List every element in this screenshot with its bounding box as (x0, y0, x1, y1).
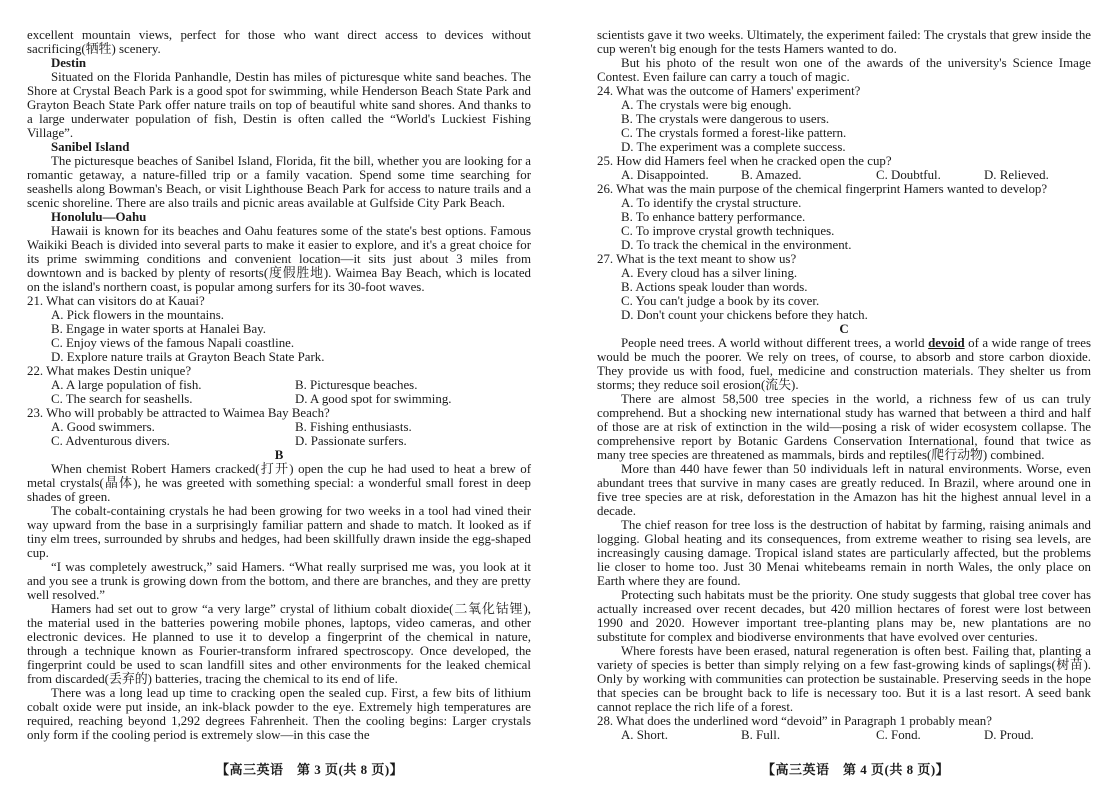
question-stem: 26. What was the main purpose of the chemical fingerprint Hamers wanted to develop? (597, 182, 1048, 196)
answer-option: D. Don't count your chickens before they hatch. (621, 308, 868, 322)
answer-option: A. Good swimmers. (51, 420, 155, 434)
answer-options (27, 420, 531, 448)
answer-option: A. Disappointed. (621, 168, 709, 182)
section-heading: Destin (51, 56, 87, 70)
answer-option: C. To improve crystal growth techniques. (621, 224, 835, 238)
paragraph: There was a long lead up time to cracking open the sealed cup. First, a few bits of lithium cobalt oxide were put inside, an ink-black powder to the eye. Extremely high temperatures are required, reaching beyond 1,292 degrees Fahrenheit. Then the cooling begins: Larger crystals only form if the cooling period is extremely slow—in this case the (27, 686, 531, 742)
answer-option: B. The crystals were dangerous to users. (621, 112, 830, 126)
section-heading: Honolulu—Oahu (51, 210, 147, 224)
paragraph: scientists gave it two weeks. Ultimately, the experiment failed: The crystals that grew inside the cup weren't big enough for the tests Hamers wanted to do. (597, 28, 1091, 56)
question-stem: 21. What can visitors do at Kauai? (27, 294, 205, 308)
answer-options (597, 266, 1091, 322)
section-heading: Sanibel Island (51, 140, 130, 154)
answer-options (597, 98, 1091, 154)
answer-option: D. Explore nature trails at Grayton Beach State Park. (51, 350, 325, 364)
paragraph (597, 336, 1091, 392)
answer-option: D. Proud. (984, 728, 1034, 742)
answer-option: B. Picturesque beaches. (295, 378, 418, 392)
passage-label: B (274, 448, 284, 462)
paragraph: The picturesque beaches of Sanibel Island, Florida, fit the bill, whether you are looking for a romantic getaway, a nature-filled trip or a family vacation. Spend some time searching for seashells along Bowman's Beach, or visit Lighthouse Beach Park for access to nature trails and a scenic shoreline. There are also trails and picnic areas available at Gulfside City Park Beach. (27, 154, 531, 210)
page-4-column (597, 28, 1091, 742)
answer-option: D. A good spot for swimming. (295, 392, 452, 406)
answer-option: C. Doubtful. (876, 168, 941, 182)
answer-option: C. Fond. (876, 728, 921, 742)
answer-option: B. Actions speak louder than words. (621, 280, 808, 294)
paragraph: Protecting such habitats must be the priority. One study suggests that global tree cover has actually increased over recent decades, but 420 million hectares of forest were lost between 1990 and 2020. However important tree-planting plans may be, new plantations are no substitute for complex and biodiverse environments that have evolved over centuries. (597, 588, 1091, 644)
answer-option: D. The experiment was a complete success. (621, 140, 846, 154)
page-footer-3: 【高三英语 第 3 页(共 8 页)】 (216, 762, 404, 777)
answer-option: A. Short. (621, 728, 668, 742)
answer-options (27, 378, 531, 406)
answer-option: B. To enhance battery performance. (621, 210, 806, 224)
answer-option: C. You can't judge a book by its cover. (621, 294, 820, 308)
answer-option: A. A large population of fish. (51, 378, 202, 392)
paragraph: More than 440 have fewer than 50 individuals left in natural environments. Worse, even abundant trees that survive in many cases are greatly reduced. In Brazil, where around one in five tree species are at risk, deforestation in the Amazon has hit the highest annual level in a decade. (597, 462, 1091, 518)
answer-options (597, 728, 1091, 742)
paragraph: But his photo of the result won one of the awards of the university's Science Image Contest. Even failure can carry a touch of magic. (597, 56, 1091, 84)
answer-option: D. Passionate surfers. (295, 434, 407, 448)
question-stem: 25. How did Hamers feel when he cracked open the cup? (597, 154, 892, 168)
answer-options (27, 308, 531, 364)
paragraph: Hamers had set out to grow “a very large” crystal of lithium cobalt dioxide(二氧化钴锂), the material used in the batteries powering mobile phones, laptops, video cameras, and other electronic devices. He planned to use it to develop a fingerprint of the chemical in nature, through a technique known as Fourier-transform infrared spectroscopy. Once developed, the fingerprint could be used to scan landfill sites and other environments for the leaked chemical from discarded(丢弃的) batteries, tracing the chemical to its end of life. (27, 602, 531, 686)
question-stem: 22. What makes Destin unique? (27, 364, 192, 378)
question-stem: 27. What is the text meant to show us? (597, 252, 797, 266)
answer-option: C. Adventurous divers. (51, 434, 170, 448)
paragraph: There are almost 58,500 tree species in the world, a richness few of us can truly comprehend. But a shocking new international study has warned that between a third and half of those are at risk of extinction in the wild—posing a risk of wider ecosystem collapse. The comprehensive report by Botanic Gardens Conservation International, found that twice as many tree species are threatened as mammals, birds and reptiles(爬行动物) combined. (597, 392, 1091, 462)
paragraph: The chief reason for tree loss is the destruction of habitat by farming, raising animals and logging. Global heating and its consequences, from extreme weather to rising sea levels, are increasingly causing damage. Tropical island states are particularly affected, but the problems lie closer to home too. Just 30 Menai whitebeams remain in north Wales, the only place on Earth where they are found. (597, 518, 1091, 588)
answer-option: C. The crystals formed a forest-like pattern. (621, 126, 847, 140)
page-3-column (27, 28, 531, 742)
answer-options (597, 196, 1091, 252)
question-stem: 24. What was the outcome of Hamers' experiment? (597, 84, 861, 98)
answer-option: B. Engage in water sports at Hanalei Bay. (51, 322, 267, 336)
answer-option: C. The search for seashells. (51, 392, 193, 406)
answer-option: A. Pick flowers in the mountains. (51, 308, 224, 322)
answer-option: B. Fishing enthusiasts. (295, 420, 412, 434)
paragraph: Where forests have been erased, natural regeneration is often best. Failing that, planting a variety of species is better than simply relying on a few fast-growing kinds of saplings(树苗). Only by working with communities can protection be sustainable. Preserving seeds in the hope that species can be brought back to life is necessary too. But it is a last resort. A seed bank cannot replace the rich life of a forest. (597, 644, 1091, 714)
page-footer-4: 【高三英语 第 4 页(共 8 页)】 (762, 762, 950, 777)
answer-option: A. To identify the crystal structure. (621, 196, 802, 210)
underlined-word: devoid (928, 336, 965, 350)
answer-option: A. Every cloud has a silver lining. (621, 266, 798, 280)
passage-label: C (839, 322, 849, 336)
answer-option: D. To track the chemical in the environment. (621, 238, 852, 252)
answer-option: B. Full. (741, 728, 781, 742)
question-stem: 28. What does the underlined word “devoid” in Paragraph 1 probably mean? (597, 714, 992, 728)
paragraph: The cobalt-containing crystals he had been growing for two weeks in a tool had vined their way upward from the base in a surprisingly familiar pattern and shade to match. It looked as if tiny elm trees, surrounded by shrubs and hedges, had been skillfully drawn inside the egg-shaped cup. (27, 504, 531, 560)
paragraph: When chemist Robert Hamers cracked(打开) open the cup he had used to heat a brew of metal crystals(晶体), he was greeted with something special: a wonderful small forest in deep shades of green. (27, 462, 531, 504)
paragraph-text: of a wide range of trees would be much the poorer. We rely on trees, of course, to absorb and store carbon dioxide. They provide us with food, fuel, medicine and construction materials. They shelter us from storms; they reduce soil erosion(流失). (597, 336, 1091, 392)
answer-options (597, 168, 1091, 182)
answer-option: C. Enjoy views of the famous Napali coastline. (51, 336, 295, 350)
paragraph: excellent mountain views, perfect for those who want direct access to devices without sacrificing(牺牲) scenery. (27, 28, 531, 56)
paragraph: Hawaii is known for its beaches and Oahu features some of the state's best options. Famous Waikiki Beach is divided into several parts to make it easier to explore, and it's a great choice for its prime swimming conditions and convenient location—it sits just about 3 miles from downtown and is backed by plenty of resorts(度假胜地). Waimea Bay Beach, which is located on the island's northern coast, is popular among surfers for its 30-foot waves. (27, 224, 531, 294)
answer-option: D. Relieved. (984, 168, 1049, 182)
paragraph-text: People need trees. A world without different trees, a world (621, 336, 929, 350)
paragraph: Situated on the Florida Panhandle, Destin has miles of picturesque white sand beaches. The Shore at Crystal Beach Park is a good spot for swimming, while Henderson Beach State Park and Grayton Beach State Park offer nature trails on top of beautiful white sand shores. And thanks to a large underwater population of fish, Destin is often called the “World's Luckiest Fishing Village”. (27, 70, 531, 140)
question-stem: 23. Who will probably be attracted to Waimea Bay Beach? (27, 406, 330, 420)
paragraph: “I was completely awestruck,” said Hamers. “What really surprised me was, you look at it and you see a trunk is growing down from the bottom, and there are branches, and they are pretty well resolved.” (27, 560, 531, 602)
answer-option: B. Amazed. (741, 168, 802, 182)
answer-option: A. The crystals were big enough. (621, 98, 792, 112)
